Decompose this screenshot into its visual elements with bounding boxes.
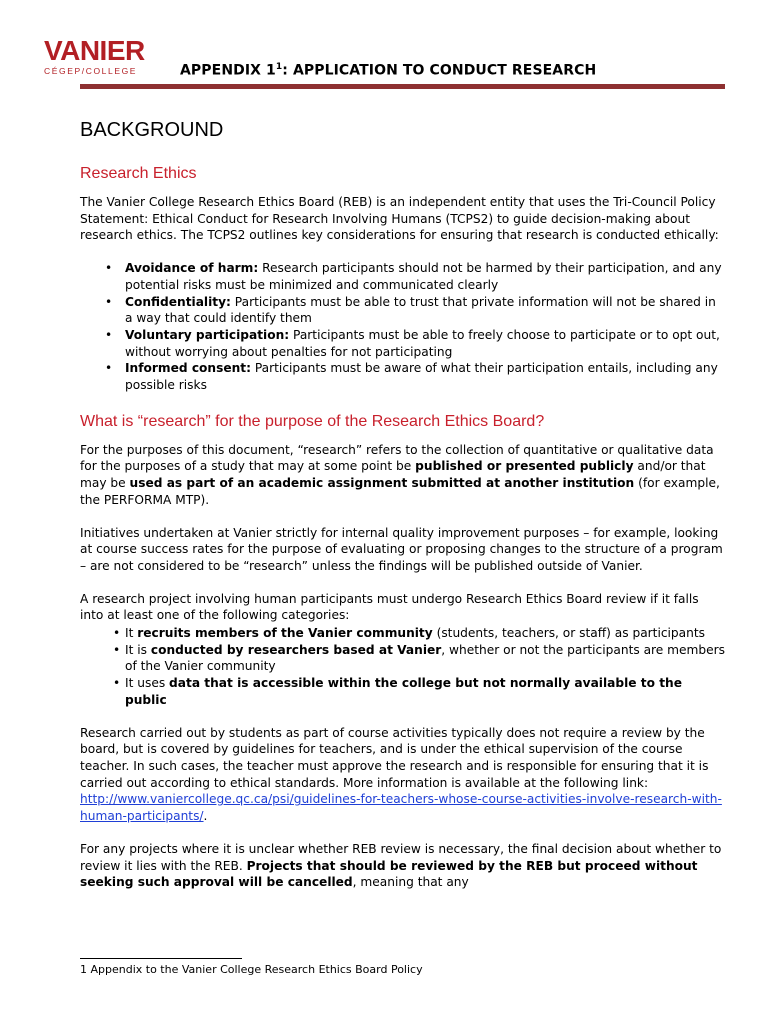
- ethics-intro: The Vanier College Research Ethics Board (REB) is an independent entity that uses the Tri-Council Policy Statement: Ethical Conduct for Research Involving Humans (TCPS2) to guide decision-making about research ethics. The TCPS2 outlines key considerations for ensuring that research is conducted ethically:: [80, 195, 719, 243]
- logo-wordmark: VANIER: [44, 35, 145, 66]
- review-categories-list: [80, 625, 725, 709]
- footnote: 1 Appendix to the Vanier College Research Ethics Board Policy: [80, 963, 423, 976]
- background-heading: BACKGROUND: [80, 119, 224, 141]
- footnote-divider: [80, 958, 242, 959]
- list-item: • Voluntary participation: Participants must be able to freely choose to participate or to opt out, without worrying about penalties for not participating: [105, 327, 720, 359]
- unclear-review-paragraph: For any projects where it is unclear whether REB review is necessary, the final decision about whether to review it lies with the REB. Projects that should be reviewed by the REB but proceed without seeking such approval will be cancelled, meaning that any: [80, 841, 722, 890]
- logo-subtitle: CÉGEP/COLLEGE: [44, 66, 138, 76]
- quality-improvement-paragraph: Initiatives undertaken at Vanier strictly for internal quality improvement purposes – for example, looking at course success rates for the purpose of evaluating or proposing changes to the structure of a program – are not considered to be “research” unless the findings will be published outside of Vanier.: [80, 525, 723, 573]
- research-ethics-heading: Research Ethics: [80, 165, 197, 182]
- document-body: [80, 116, 725, 891]
- list-item: • It is conducted by researchers based at Vanier, whether or not the participants are members of the Vanier community: [113, 642, 725, 674]
- student-research-paragraph: Research carried out by students as part of course activities typically does not require a review by the board, but is covered by guidelines for teachers, and is under the ethical supervision of the course teacher. In such cases, the teacher must approve the research and is responsible for ensuring that it is carried out according to ethical standards. More information is available at the following link: http://www.vaniercollege.qc.ca/psi/guidelines-for-teachers-whose-course-activities-involve-research-with-human-participants/.: [80, 725, 722, 824]
- list-item: • It recruits members of the Vanier community (students, teachers, or staff) as participants: [113, 626, 705, 641]
- footnote-ref[interactable]: 1: [275, 62, 283, 72]
- list-item: • Avoidance of harm: Research participants should not be harmed by their participation, and any potential risks must be minimized and communicated clearly: [105, 261, 722, 292]
- research-definition-heading: What is “research” for the purpose of the Research Ethics Board?: [80, 412, 545, 430]
- review-criteria-paragraph: A research project involving human participants must undergo Research Ethics Board review if it falls into at least one of the following categories:: [80, 591, 699, 623]
- header-divider: [80, 84, 725, 89]
- vanier-logo: [44, 37, 145, 76]
- page-title: APPENDIX $1^1$: APPLICATION TO CONDUCT RESEARCH: [180, 62, 597, 79]
- ethics-principles-list: [80, 260, 725, 394]
- list-item: • It uses data that is accessible within the college but not normally available to the public: [113, 676, 682, 707]
- list-item: • Confidentiality: Participants must be able to trust that private information will not be shared in a way that could identify them: [105, 294, 716, 326]
- research-definition-paragraph: For the purposes of this document, “research” refers to the collection of quantitative or qualitative data for the purposes of a study that may at some point be published or presented publicly and/or that may be used as part of an academic assignment submitted at another institution (for example, the PERFORMA MTP).: [80, 442, 720, 507]
- list-item: • Informed consent: Participants must be aware of what their participation entails, including any possible risks: [105, 361, 718, 393]
- guidelines-link[interactable]: http://www.vaniercollege.qc.ca/psi/guidelines-for-teachers-whose-course-activities-involve-research-with-human-participants/: [80, 792, 722, 824]
